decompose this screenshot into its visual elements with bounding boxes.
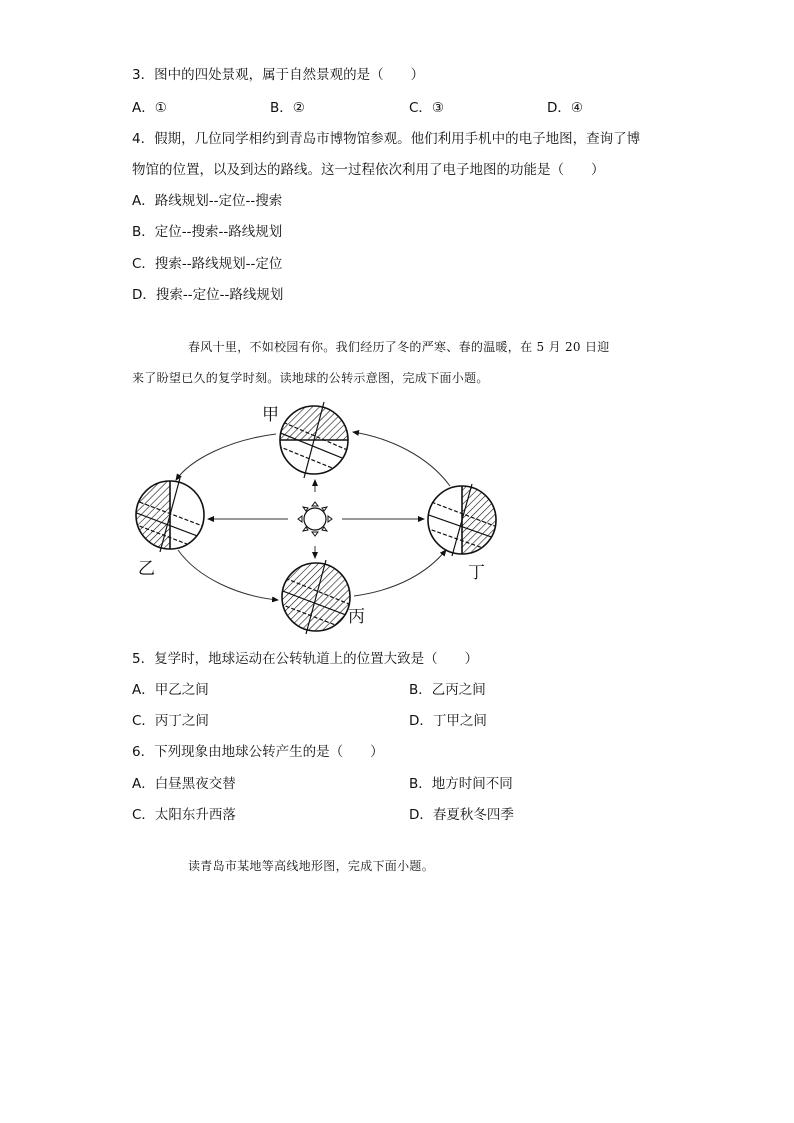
q6-option-c: C．太阳东升西落 [132,807,236,823]
label-jia: 甲 [262,405,279,425]
q3-option-b: B．② [270,100,305,116]
q3-stem: 3．图中的四处景观，属于自然景观的是（ ） [132,67,425,83]
q5-option-b: B．乙丙之间 [409,682,486,698]
earth-revolution-diagram [128,400,508,640]
q4-option-c: C．搜索--路线规划--定位 [132,256,283,272]
intro1-line2: 来了盼望已久的复学时刻。读地球的公转示意图，完成下面小题。 [132,371,489,385]
earth-globe-icon [278,402,352,478]
intro2-line1: 读青岛市某地等高线地形图，完成下面小题。 [188,859,435,873]
q6-option-d: D．春夏秋冬四季 [409,807,514,823]
q3-option-d: D．④ [547,100,583,116]
q4-stem-line1: 4．假期，几位同学相约到青岛市博物馆参观。他们利用手机中的电子地图，查询了博 [132,131,641,147]
q5-option-d: D．丁甲之间 [409,713,487,729]
earth-globe-icon [426,484,500,556]
label-ding: 丁 [468,563,485,583]
intro1-line1: 春风十里，不如校园有你。我们经历了冬的严寒、春的温暖，在 5 月 20 日迎 [188,340,610,354]
q3-option-c: C．③ [409,100,445,116]
q6-option-a: A．白昼黑夜交替 [132,776,236,792]
q6-stem: 6．下列现象由地球公转产生的是（ ） [132,744,384,760]
label-bing: 丙 [348,607,365,627]
sun-icon [298,502,332,536]
q4-option-b: B．定位--搜索--路线规划 [132,224,283,240]
q4-option-d: D．搜索--定位--路线规划 [132,287,284,303]
q3-option-a: A．① [132,100,167,116]
q5-option-a: A．甲乙之间 [132,682,209,698]
label-yi: 乙 [138,559,155,579]
q4-option-a: A．路线规划--定位--搜索 [132,193,283,209]
earth-globe-icon [280,560,354,634]
q5-stem: 5．复学时，地球运动在公转轨道上的位置大致是（ ） [132,651,479,667]
q6-option-b: B．地方时间不同 [409,776,513,792]
q5-option-c: C．丙丁之间 [132,713,209,729]
q4-stem-line2: 物馆的位置，以及到达的路线。这一过程依次利用了电子地图的功能是（ ） [132,162,605,178]
earth-globe-icon [134,478,208,552]
